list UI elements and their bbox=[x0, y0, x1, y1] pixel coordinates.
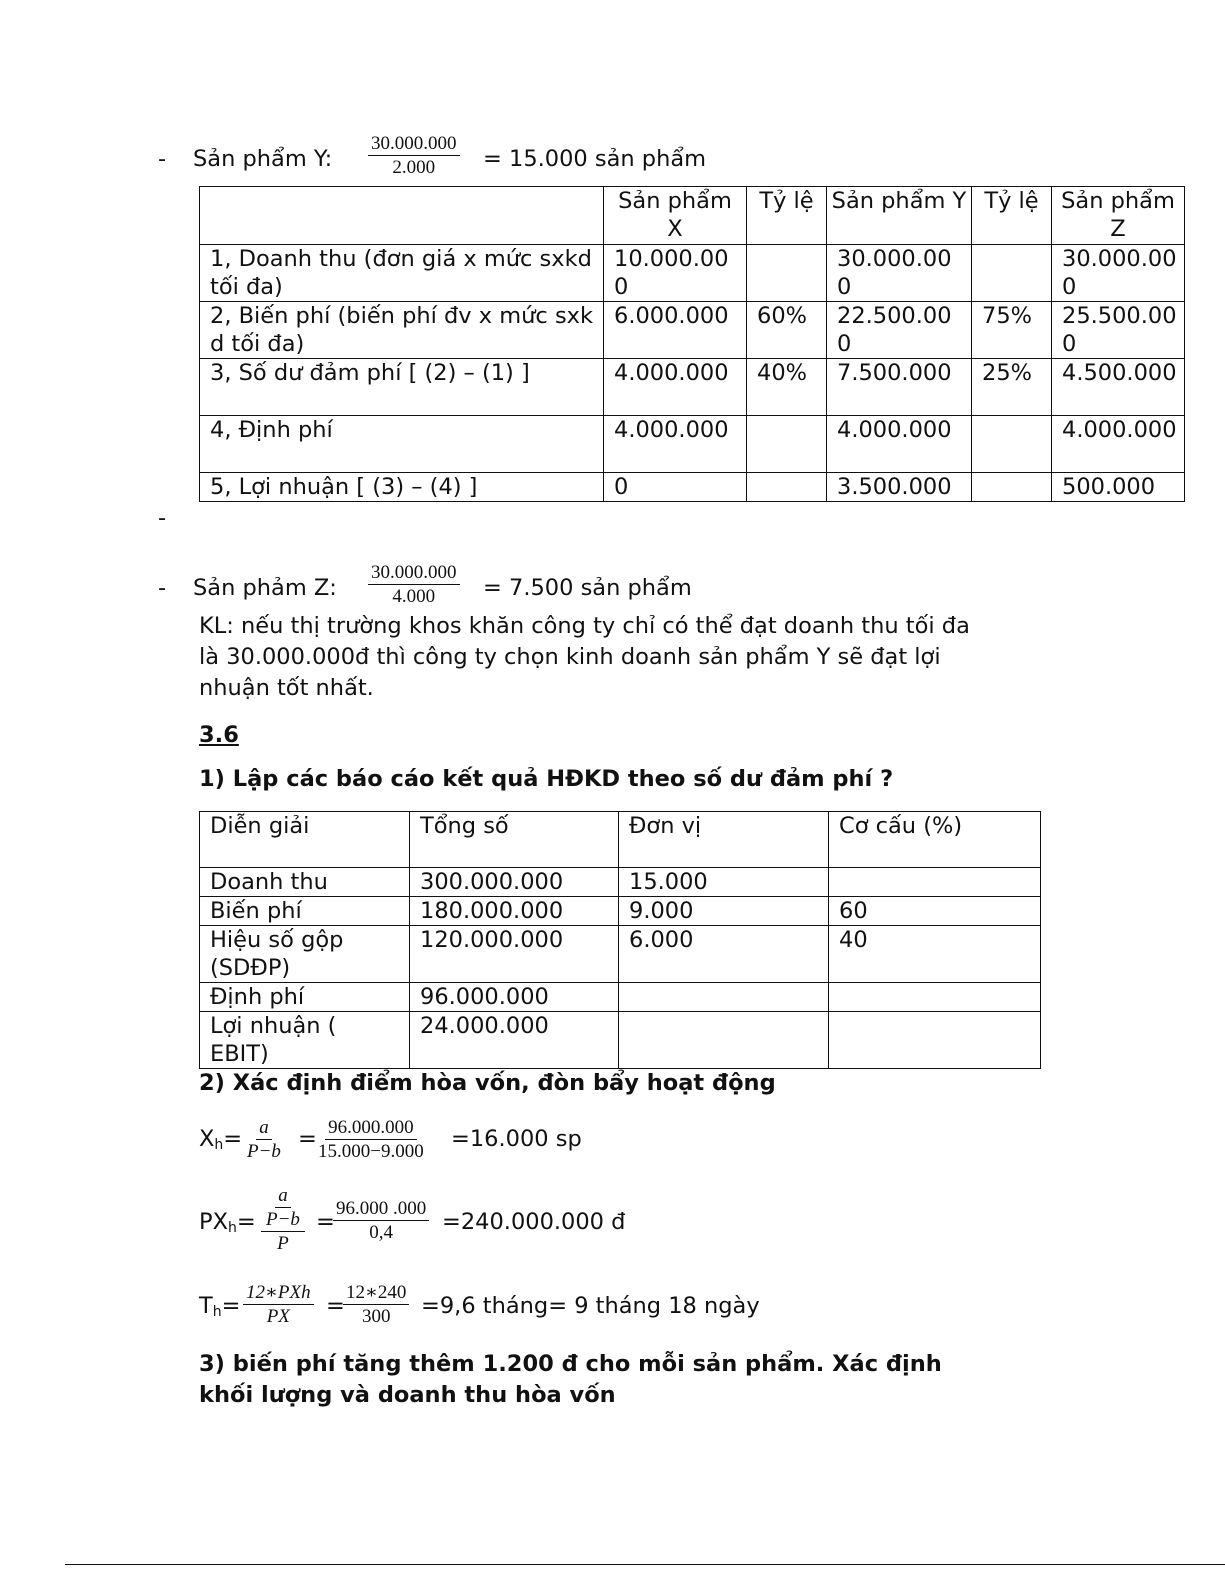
fraction-numerator bbox=[261, 1185, 305, 1232]
fraction-numerator: 96.000.000 bbox=[325, 1117, 417, 1140]
inner-numerator: a bbox=[275, 1185, 291, 1208]
table-row bbox=[200, 926, 1041, 983]
table-cell bbox=[747, 416, 827, 473]
table-cell: 7.500.000 bbox=[827, 359, 972, 416]
table-row bbox=[200, 473, 1185, 502]
table-header-cell: Sản phẩm Y bbox=[827, 187, 972, 245]
table-cell: 6.000.000 bbox=[604, 302, 747, 359]
table-cell: 120.000.000 bbox=[410, 926, 619, 983]
table-header-row bbox=[200, 812, 1041, 868]
table-cell: 1, Doanh thu (đơn giá x mức sxkd tối đa) bbox=[200, 245, 604, 302]
conclusion-line: KL: nếu thị trường khos khăn công ty chỉ có thể đạt doanh thu tối đa bbox=[199, 613, 970, 639]
bullet-dash: - bbox=[158, 575, 167, 601]
table-cell: 3.500.000 bbox=[827, 473, 972, 502]
table-cell: 300.000.000 bbox=[410, 868, 619, 897]
formula-th-lhs bbox=[199, 1293, 240, 1321]
table-cell: Doanh thu bbox=[200, 868, 410, 897]
table-cell: 10.000.000 bbox=[604, 245, 747, 302]
fraction-denominator: 4.000 bbox=[392, 586, 436, 608]
section-number: 3.6 bbox=[199, 722, 239, 748]
fraction-denominator: P bbox=[277, 1232, 289, 1254]
table-header-cell: Diễn giải bbox=[200, 812, 410, 868]
bullet-dash: - bbox=[158, 146, 167, 172]
formula-th-symbolic-fraction bbox=[243, 1282, 314, 1328]
fraction-denominator: 15.000−9.000 bbox=[318, 1141, 424, 1163]
table-cell: 15.000 bbox=[619, 868, 829, 897]
bullet-dash: - bbox=[158, 505, 167, 531]
table-cell: 40 bbox=[829, 926, 1041, 983]
table-cell: 500.000 bbox=[1052, 473, 1185, 502]
table-cell: Định phí bbox=[200, 983, 410, 1012]
formula-xh-numeric-fraction bbox=[315, 1117, 427, 1163]
table-cell bbox=[829, 1012, 1041, 1069]
table-cell bbox=[829, 868, 1041, 897]
formula-subscript: h bbox=[214, 1137, 224, 1153]
table-cell: 3, Số dư đảm phí [ (2) – (1) ] bbox=[200, 359, 604, 416]
equals-sign: = bbox=[298, 1126, 317, 1152]
table-row bbox=[200, 868, 1041, 897]
product-y-label: Sản phẩm Y: bbox=[193, 146, 333, 172]
formula-xh-result: =16.000 sp bbox=[451, 1126, 582, 1152]
fraction-numerator: 30.000.000 bbox=[368, 562, 460, 585]
table-cell bbox=[200, 187, 604, 245]
table-cell bbox=[972, 416, 1052, 473]
table-row bbox=[200, 359, 1185, 416]
question-1-title: 1) Lập các báo cáo kết quả HĐKD theo số dư đảm phí ? bbox=[199, 766, 894, 792]
formula-subscript: h bbox=[227, 1220, 237, 1236]
table-row bbox=[200, 983, 1041, 1012]
formula-symbol: X bbox=[199, 1126, 215, 1152]
page-bottom-rule bbox=[65, 1564, 1225, 1565]
table-cell bbox=[972, 473, 1052, 502]
table-cell bbox=[619, 1012, 829, 1069]
table-cell: 96.000.000 bbox=[410, 983, 619, 1012]
formula-xh-symbolic-fraction bbox=[244, 1117, 284, 1163]
table-header-cell: Sản phẩm Z bbox=[1052, 187, 1185, 245]
fraction-numerator: 12∗240 bbox=[343, 1282, 409, 1305]
fraction-denominator: PX bbox=[266, 1306, 290, 1328]
fraction-numerator: 12∗PXh bbox=[243, 1282, 314, 1305]
formula-pxh-result: =240.000.000 đ bbox=[442, 1209, 626, 1235]
table-cell: Biến phí bbox=[200, 897, 410, 926]
table-cell: 4.000.000 bbox=[604, 359, 747, 416]
table-cell: 30.000.000 bbox=[827, 245, 972, 302]
formula-pxh-numeric-fraction bbox=[333, 1198, 429, 1244]
equals-sign: = bbox=[326, 1293, 345, 1319]
fraction-numerator: 30.000.000 bbox=[368, 133, 460, 156]
product-z-fraction bbox=[368, 562, 460, 608]
table-cell: 6.000 bbox=[619, 926, 829, 983]
equals-sign: = bbox=[223, 1126, 243, 1152]
product-z-result: = 7.500 sản phẩm bbox=[483, 575, 692, 601]
table-cell bbox=[972, 245, 1052, 302]
table-row bbox=[200, 897, 1041, 926]
table-cell: 5, Lợi nhuận [ (3) – (4) ] bbox=[200, 473, 604, 502]
formula-subscript: h bbox=[212, 1304, 222, 1320]
table-cell: 40% bbox=[747, 359, 827, 416]
table-header-cell: Tổng số bbox=[410, 812, 619, 868]
question-3-title-line: khối lượng và doanh thu hòa vốn bbox=[199, 1382, 616, 1408]
table-row bbox=[200, 1012, 1041, 1069]
table-cell: 60% bbox=[747, 302, 827, 359]
conclusion-line: là 30.000.000đ thì công ty chọn kinh doanh sản phẩm Y sẽ đạt lợi bbox=[199, 644, 941, 670]
table-cell: 24.000.000 bbox=[410, 1012, 619, 1069]
table-row bbox=[200, 416, 1185, 473]
table-cell: 60 bbox=[829, 897, 1041, 926]
table-cell: 2, Biến phí (biến phí đv x mức sxkd tối đa) bbox=[200, 302, 604, 359]
table-cell: 25.500.000 bbox=[1052, 302, 1185, 359]
table-cell: Lợi nhuận ( EBIT) bbox=[200, 1012, 410, 1069]
table-cell: 75% bbox=[972, 302, 1052, 359]
table-header-cell: Tỷ lệ bbox=[972, 187, 1052, 245]
formula-xh-lhs bbox=[199, 1126, 242, 1154]
table-cell: 4, Định phí bbox=[200, 416, 604, 473]
fraction-numerator: 96.000 .000 bbox=[333, 1198, 429, 1221]
table-header-cell: Sản phẩm X bbox=[604, 187, 747, 245]
table-cell bbox=[829, 983, 1041, 1012]
table-cell: 4.000.000 bbox=[827, 416, 972, 473]
table-header-cell: Cơ cấu (%) bbox=[829, 812, 1041, 868]
table-cell: 4.500.000 bbox=[1052, 359, 1185, 416]
table-cell bbox=[619, 983, 829, 1012]
table-cell: 180.000.000 bbox=[410, 897, 619, 926]
equals-sign: = bbox=[221, 1293, 241, 1319]
table-row bbox=[200, 302, 1185, 359]
equals-sign: = bbox=[236, 1209, 256, 1235]
table-cell: 4.000.000 bbox=[1052, 416, 1185, 473]
fraction-numerator: a bbox=[256, 1117, 272, 1140]
formula-th-result: =9,6 tháng= 9 tháng 18 ngày bbox=[421, 1293, 760, 1319]
table-cell: 9.000 bbox=[619, 897, 829, 926]
table-cell: 30.000.000 bbox=[1052, 245, 1185, 302]
table-header-cell: Tỷ lệ bbox=[747, 187, 827, 245]
table-cell: 25% bbox=[972, 359, 1052, 416]
inner-denominator: P−b bbox=[266, 1209, 300, 1231]
formula-th-numeric-fraction bbox=[343, 1282, 409, 1328]
income-statement-table bbox=[199, 811, 1041, 1069]
table-cell: 22.500.000 bbox=[827, 302, 972, 359]
product-z-label: Sản phảm Z: bbox=[193, 575, 337, 601]
fraction-denominator: 2.000 bbox=[392, 157, 436, 179]
equals-sign: = bbox=[316, 1209, 335, 1235]
table-cell: 0 bbox=[604, 473, 747, 502]
table-header-row bbox=[200, 187, 1185, 245]
product-comparison-table bbox=[199, 186, 1185, 502]
formula-pxh-compound-fraction bbox=[261, 1185, 305, 1254]
conclusion-line: nhuận tốt nhất. bbox=[199, 675, 374, 701]
question-2-title: 2) Xác định điểm hòa vốn, đòn bẩy hoạt động bbox=[199, 1070, 776, 1096]
product-y-fraction bbox=[368, 133, 460, 179]
table-cell: 4.000.000 bbox=[604, 416, 747, 473]
fraction-denominator: 300 bbox=[361, 1306, 391, 1328]
fraction-denominator: 0,4 bbox=[369, 1222, 393, 1244]
table-row bbox=[200, 245, 1185, 302]
table-cell: Hiệu số gộp (SDĐP) bbox=[200, 926, 410, 983]
fraction-denominator: P−b bbox=[247, 1141, 281, 1163]
formula-symbol: T bbox=[199, 1293, 213, 1319]
formula-symbol: PX bbox=[199, 1209, 228, 1235]
formula-pxh-lhs bbox=[199, 1209, 256, 1237]
question-3-title-line: 3) biến phí tăng thêm 1.200 đ cho mỗi sản phẩm. Xác định bbox=[199, 1351, 942, 1377]
table-header-cell: Đơn vị bbox=[619, 812, 829, 868]
table-cell bbox=[747, 473, 827, 502]
product-y-result: = 15.000 sản phẩm bbox=[483, 146, 707, 172]
table-cell bbox=[747, 245, 827, 302]
